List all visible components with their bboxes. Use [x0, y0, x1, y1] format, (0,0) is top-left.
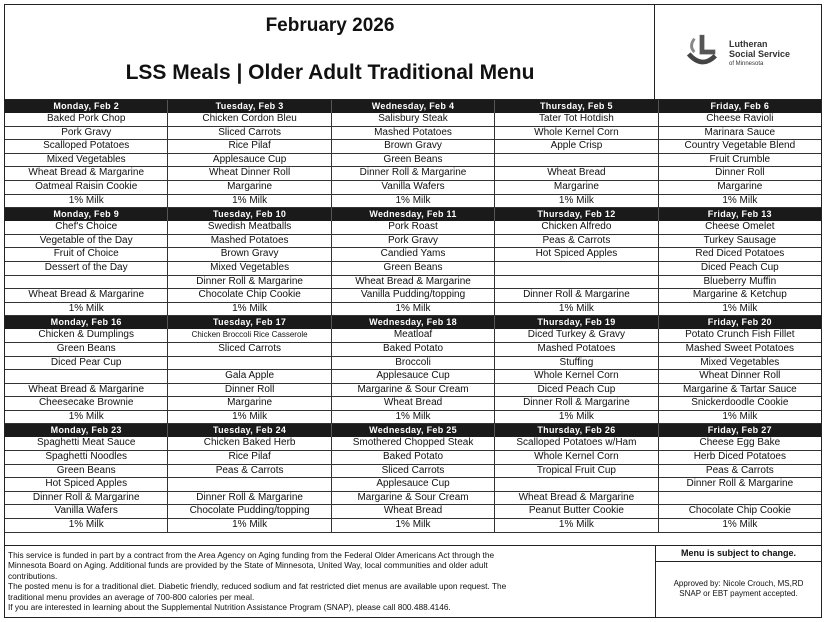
day-header: Friday, Feb 6 — [710, 101, 770, 111]
menu-item: Margarine & Ketchup — [692, 289, 787, 301]
menu-item: Brown Gravy — [332, 140, 495, 153]
logo-text — [729, 39, 790, 69]
menu-row — [5, 451, 821, 465]
menu-item: Sliced Carrots — [332, 465, 495, 478]
menu-item: Baked Potato — [332, 451, 495, 464]
menu-item: Applesauce Cup — [332, 478, 495, 491]
menu-item: Dinner Roll & Margarine — [495, 397, 658, 410]
menu-item: Vanilla Pudding/topping — [332, 289, 495, 302]
menu-item — [495, 262, 658, 275]
menu-row — [5, 276, 821, 290]
day-header: Wednesday, Feb 11 — [332, 208, 495, 221]
menu-item: Wheat Bread & Margarine — [5, 384, 168, 397]
menu-item: Margarine & Sour Cream — [332, 492, 495, 505]
approved-by: Approved by: Nicole Crouch, MS,RD — [673, 579, 804, 588]
menu-item: 1% Milk — [722, 302, 758, 314]
day-header: Wednesday, Feb 25 — [332, 424, 495, 437]
day-header: Friday, Feb 13 — [707, 209, 772, 220]
menu-item: Green Beans — [5, 465, 168, 478]
menu-item: 1% Milk — [5, 303, 168, 316]
menu-row — [5, 167, 821, 181]
menu-item: Wheat Bread & Margarine — [495, 492, 658, 505]
menu-item — [168, 357, 331, 370]
day-header: Friday, Feb 20 — [707, 317, 772, 328]
footer-line-5: traditional menu provides an average of 700-800 calories per meal. — [8, 591, 255, 602]
menu-item: Dinner Roll & Margarine — [332, 167, 495, 180]
menu-item: Vegetable of the Day — [5, 235, 168, 248]
menu-item: 1% Milk — [332, 519, 495, 532]
menu-item: Margarine — [168, 181, 331, 194]
menu-item: Snickerdoodle Cookie — [691, 397, 789, 409]
menu-item: Peas & Carrots — [495, 235, 658, 248]
menu-footer — [5, 545, 821, 618]
menu-item: Dinner Roll & Margarine — [168, 276, 331, 289]
menu-item: Fruit Crumble — [709, 153, 771, 165]
menu-item: Diced Peach Cup — [700, 261, 779, 273]
menu-item: Wheat Bread & Margarine — [5, 289, 168, 302]
menu-item: Chicken Baked Herb — [168, 437, 331, 450]
menu-item: Cheesecake Brownie — [5, 397, 168, 410]
approval-note — [656, 579, 821, 599]
logo-line-1: Lutheran — [729, 39, 768, 49]
subject-to-change-note: Menu is subject to change. — [656, 546, 821, 562]
menu-item: Chocolate Pudding/topping — [168, 505, 331, 518]
menu-item: Candied Yams — [332, 248, 495, 261]
menu-item: Turkey Sausage — [703, 234, 777, 246]
menu-item: 1% Milk — [168, 195, 331, 208]
menu-item: Potato Crunch Fish Fillet — [685, 329, 795, 341]
menu-item: Baked Potato — [332, 343, 495, 356]
menu-item: Baked Pork Chop — [5, 113, 168, 126]
menu-item: Vanilla Wafers — [5, 505, 168, 518]
menu-item: Margarine & Sour Cream — [332, 384, 495, 397]
menu-item: 1% Milk — [722, 410, 758, 422]
menu-item: 1% Milk — [722, 519, 758, 531]
menu-item: Blueberry Muffin — [703, 275, 777, 287]
menu-item: Broccoli — [332, 357, 495, 370]
day-header: Thursday, Feb 26 — [495, 424, 658, 437]
menu-item: Sliced Carrots — [168, 127, 331, 140]
menu-item: Oatmeal Raisin Cookie — [5, 181, 168, 194]
menu-item: Dinner Roll — [168, 384, 331, 397]
footer-line-1: This service is funded in part by a contract from the Area Agency on Aging funding from the Federal Older Americans Act through the — [8, 550, 495, 560]
menu-item: Dessert of the Day — [5, 262, 168, 275]
menu-item: Diced Turkey & Gravy — [495, 329, 658, 342]
menu-item — [5, 276, 168, 289]
day-header: Tuesday, Feb 3 — [168, 100, 331, 113]
menu-item: 1% Milk — [332, 303, 495, 316]
menu-item: Chicken Broccoli Rice Casserole — [168, 329, 331, 342]
menu-item: Applesauce Cup — [168, 154, 331, 167]
snap-note: SNAP or EBT payment accepted. — [679, 589, 798, 598]
day-header: Monday, Feb 9 — [5, 208, 168, 221]
menu-header — [5, 5, 655, 100]
menu-item: Wheat Bread & Margarine — [332, 276, 495, 289]
menu-row — [5, 235, 821, 249]
menu-item: Mixed Vegetables — [700, 356, 780, 368]
menu-item: Country Vegetable Blend — [684, 140, 796, 152]
menu-item: Mashed Potatoes — [495, 343, 658, 356]
menu-item: Wheat Bread — [332, 505, 495, 518]
menu-row — [5, 505, 821, 519]
menu-item: 1% Milk — [5, 411, 168, 424]
approval-box — [655, 546, 821, 618]
menu-item: Dinner Roll & Margarine — [686, 478, 794, 490]
menu-item: Whole Kernel Corn — [495, 451, 658, 464]
menu-page — [4, 4, 822, 618]
menu-item: Margarine — [495, 181, 658, 194]
menu-row — [5, 465, 821, 479]
menu-item: Wheat Bread — [332, 397, 495, 410]
menu-item: Mashed Sweet Potatoes — [685, 342, 795, 354]
menu-item: 1% Milk — [168, 519, 331, 532]
menu-item: Whole Kernel Corn — [495, 370, 658, 383]
menu-item: 1% Milk — [495, 303, 658, 316]
menu-item: Gala Apple — [168, 370, 331, 383]
lss-logo — [655, 5, 821, 100]
footer-line-3: contributions. — [8, 570, 58, 581]
day-header: Tuesday, Feb 24 — [168, 424, 331, 437]
menu-item: Tropical Fruit Cup — [495, 465, 658, 478]
menu-row — [5, 329, 821, 343]
week-header — [5, 100, 821, 113]
menu-item: Margarine & Tartar Sauce — [682, 383, 797, 395]
menu-item: Scalloped Potatoes — [5, 140, 168, 153]
menu-row — [5, 140, 821, 154]
menu-item: Peanut Butter Cookie — [495, 505, 658, 518]
footer-line-2: Minnesota Board on Aging. Additional funds are provided by the State of Minnesota, United Way, local communities and older adult — [8, 560, 488, 571]
menu-item — [495, 276, 658, 289]
menu-item: Red Diced Potatoes — [695, 248, 785, 260]
menu-item: Cheese Omelet — [705, 221, 775, 233]
menu-item: Tater Tot Hotdish — [495, 113, 658, 126]
menu-row — [5, 357, 821, 371]
menu-row — [5, 154, 821, 168]
day-header: Thursday, Feb 5 — [495, 100, 658, 113]
menu-item: Applesauce Cup — [332, 370, 495, 383]
menu-item: 1% Milk — [5, 195, 168, 208]
menu-item — [5, 370, 168, 383]
week-header — [5, 316, 821, 329]
menu-item: Rice Pilaf — [168, 140, 331, 153]
day-header: Wednesday, Feb 18 — [332, 316, 495, 329]
day-header: Monday, Feb 16 — [5, 316, 168, 329]
menu-item: Green Beans — [332, 262, 495, 275]
menu-item: Rice Pilaf — [168, 451, 331, 464]
menu-row — [5, 262, 821, 276]
month-title: February 2026 — [265, 15, 395, 36]
menu-item: 1% Milk — [168, 303, 331, 316]
menu-item: Brown Gravy — [168, 248, 331, 261]
footer-line-4: The posted menu is for a traditional diet. Diabetic friendly, reduced sodium and fat restricted diet menus are available upon request. The — [8, 581, 507, 592]
menu-item: Peas & Carrots — [705, 464, 774, 476]
menu-item: Hot Spiced Apples — [495, 248, 658, 261]
menu-item: Scalloped Potatoes w/Ham — [495, 437, 658, 450]
menu-item: Salisbury Steak — [332, 113, 495, 126]
menu-row — [5, 492, 821, 506]
day-header: Thursday, Feb 19 — [495, 316, 658, 329]
menu-item: 1% Milk — [495, 195, 658, 208]
day-header: Monday, Feb 2 — [5, 100, 168, 113]
menu-item: 1% Milk — [495, 519, 658, 532]
menu-item: 1% Milk — [5, 519, 168, 532]
menu-item: Chicken Alfredo — [495, 221, 658, 234]
day-header: Tuesday, Feb 10 — [168, 208, 331, 221]
day-header: Friday, Feb 27 — [707, 425, 772, 436]
menu-item: Mixed Vegetables — [168, 262, 331, 275]
menu-item: 1% Milk — [495, 411, 658, 424]
menu-row — [5, 127, 821, 141]
menu-item: 1% Milk — [332, 195, 495, 208]
menu-row — [5, 478, 821, 492]
menu-item: Cheese Ravioli — [706, 113, 774, 124]
day-header: Thursday, Feb 12 — [495, 208, 658, 221]
menu-item: Dinner Roll — [715, 167, 765, 179]
menu-item: 1% Milk — [168, 411, 331, 424]
menu-item: Vanilla Wafers — [332, 181, 495, 194]
menu-item: Diced Pear Cup — [5, 357, 168, 370]
menu-item: Pork Gravy — [332, 235, 495, 248]
menu-item: Dinner Roll & Margarine — [495, 289, 658, 302]
menu-item: Wheat Dinner Roll — [699, 370, 781, 382]
menu-item: Spaghetti Noodles — [5, 451, 168, 464]
menu-item: Diced Peach Cup — [495, 384, 658, 397]
menu-row — [5, 519, 821, 533]
menu-item: Cheese Egg Bake — [699, 437, 781, 449]
menu-item: Chicken Cordon Bleu — [168, 113, 331, 126]
day-header: Monday, Feb 23 — [5, 424, 168, 437]
menu-item: Pork Roast — [332, 221, 495, 234]
week-header — [5, 208, 821, 221]
menu-item: 1% Milk — [332, 411, 495, 424]
menu-item: Mashed Potatoes — [168, 235, 331, 248]
menu-item — [495, 154, 658, 167]
menu-item: Wheat Bread — [495, 167, 658, 180]
menu-item: Apple Crisp — [495, 140, 658, 153]
menu-item: Marinara Sauce — [704, 126, 776, 138]
menu-item: Chicken & Dumplings — [5, 329, 168, 342]
menu-row — [5, 384, 821, 398]
menu-item: Herb Diced Potatoes — [693, 451, 786, 463]
menu-row — [5, 343, 821, 357]
menu-item: Green Beans — [5, 343, 168, 356]
footer-line-6: If you are interested in learning about the Supplemental Nutrition Assistance Program (SNAP), please call 800.488.4146. — [8, 602, 451, 613]
menu-row — [5, 411, 821, 425]
menu-item: Stuffing — [495, 357, 658, 370]
menu-row — [5, 437, 821, 451]
menu-item: 1% Milk — [722, 194, 758, 206]
menu-item: Peas & Carrots — [168, 465, 331, 478]
menu-item: Hot Spiced Apples — [5, 478, 168, 491]
day-header: Wednesday, Feb 4 — [332, 100, 495, 113]
menu-item: Wheat Dinner Roll — [168, 167, 331, 180]
menu-row — [5, 221, 821, 235]
menu-item: Mixed Vegetables — [5, 154, 168, 167]
menu-item: Swedish Meatballs — [168, 221, 331, 234]
menu-row — [5, 303, 821, 317]
menu-subtitle: LSS Meals | Older Adult Traditional Menu — [125, 61, 535, 84]
menu-item: Pork Gravy — [5, 127, 168, 140]
menu-item: Margarine — [168, 397, 331, 410]
menu-item: Whole Kernel Corn — [495, 127, 658, 140]
menu-item: Chocolate Chip Cookie — [688, 505, 791, 517]
menu-item: Dinner Roll & Margarine — [5, 492, 168, 505]
logo-line-2: Social Service — [729, 49, 791, 59]
day-header: Tuesday, Feb 17 — [168, 316, 331, 329]
menu-item: Margarine — [717, 180, 763, 192]
menu-item: Wheat Bread & Margarine — [5, 167, 168, 180]
menu-item: Green Beans — [332, 154, 495, 167]
menu-item: Chocolate Chip Cookie — [168, 289, 331, 302]
menu-row — [5, 248, 821, 262]
funding-notice — [8, 550, 648, 612]
menu-row — [5, 370, 821, 384]
menu-item: Spaghetti Meat Sauce — [5, 437, 168, 450]
menu-item: Dinner Roll & Margarine — [168, 492, 331, 505]
menu-item: Chef's Choice — [5, 221, 168, 234]
week-header — [5, 424, 821, 437]
menu-row — [5, 113, 821, 127]
logo-line-3: of Minnesota — [729, 61, 764, 67]
menu-item — [659, 492, 821, 505]
menu-item: Meatloaf — [332, 329, 495, 342]
menu-item: Fruit of Choice — [5, 248, 168, 261]
menu-grid — [5, 100, 821, 533]
menu-item — [168, 478, 331, 491]
menu-row — [5, 181, 821, 195]
lss-logo-icon — [683, 33, 721, 71]
menu-item — [495, 478, 658, 491]
menu-item: Smothered Chopped Steak — [332, 437, 495, 450]
menu-item: Mashed Potatoes — [332, 127, 495, 140]
menu-row — [5, 397, 821, 411]
menu-item: Sliced Carrots — [168, 343, 331, 356]
menu-row — [5, 195, 821, 209]
menu-row — [5, 289, 821, 303]
